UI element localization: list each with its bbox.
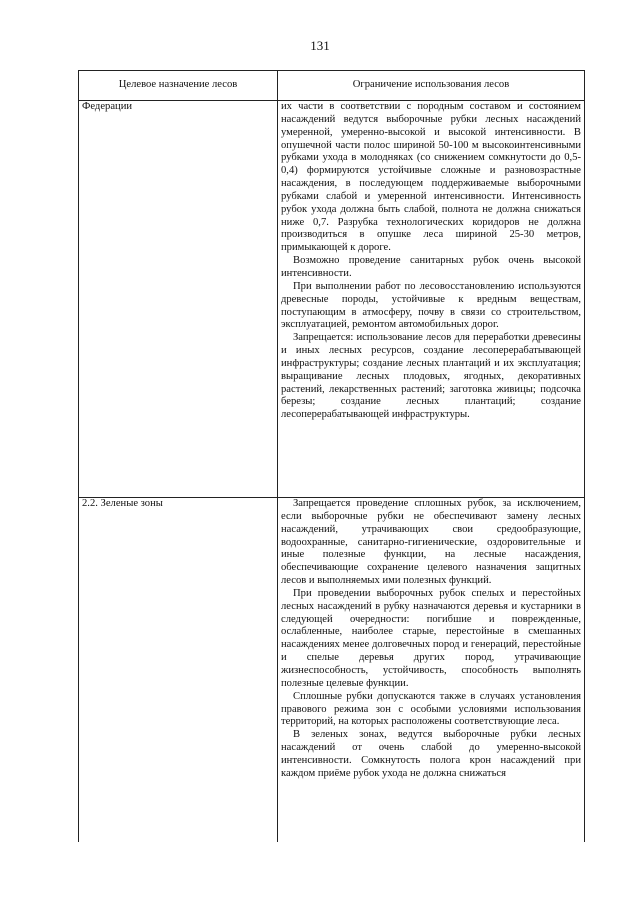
restriction-paragraph: В зеленых зонах, ведутся выборочные рубки лесных насаждений от очень слабой до умеренно-высокой интенсивности. Сомкнутость полога крон насаждений при каждом приёме рубок ухода не должна снижаться: [281, 729, 581, 779]
row-restrictions-cell: [278, 101, 585, 498]
table-row: [79, 498, 585, 843]
table-header-row: [79, 71, 585, 101]
row-purpose-cell: 2.2. Зеленые зоны: [79, 498, 278, 843]
restriction-paragraph: Сплошные рубки допускаются также в случаях установления правового режима зон с особыми условиями использования территорий, на которых расположены соответствующие леса.: [281, 690, 581, 728]
row-purpose-cell: Федерации: [79, 101, 278, 498]
header-restrictions: Ограничение использования лесов: [278, 71, 585, 101]
table-row: [79, 101, 585, 498]
restriction-paragraph: Запрещается: использование лесов для переработки древесины и иных лесных ресурсов, создание лесоперерабатывающей инфраструктуры; создание лесных плантаций и их эксплуатация; выращивание лесных плодовых, ягодных, декоративных растений, лекарственных растений; заготовка живицы; подсочка березы; создание лесных плантаций; создание лесоперерабатывающей инфраструктуры.: [281, 332, 581, 421]
restriction-paragraph: Возможно проведение санитарных рубок очень высокой интенсивности.: [281, 255, 581, 279]
restriction-paragraph: Запрещается проведение сплошных рубок, за исключением, если выборочные рубки не обеспечивают замену лесных насаждений, утрачивающих свои средообразующие, водоохранные, санитарно-гигиенические, оздоровительные и иные полезные функции, на лесные насаждения, обеспечивающие сохранение целевого назначения защитных лесов и выполняемых ими полезных функций.: [281, 498, 581, 587]
restriction-paragraph: При проведении выборочных рубок спелых и перестойных лесных насаждений в рубку назначаются деревья и кустарники в следующей очередности: погибшие и поврежденные, ослабленные, наиболее старые, перестойные в смешанных насаждениях менее долговечных пород и генераций, перестойные и спелые деревья других пород, утрачивающие жизнеспособность, устойчивость, способность выполнять полезные целевые функции.: [281, 587, 581, 689]
restriction-paragraph: их части в соответствии с породным составом и состоянием насаждений ведутся выборочные рубки лесных насаждений умеренной, умеренно-высокой и высокой интенсивности. В опушечной части полос шириной 50-100 м высокоинтенсивными рубками ухода в молодняках (со снижением сомкнутости до 0,5-0,4) формируются устойчивые сложные и разновозрастные насаждения, в последующем поддерживаемые выборочными рубками слабой и умеренной интенсивности. Интенсивность рубок ухода должна быть слабой, полнота не должна снижаться ниже 0,7. Разрубка технологических коридоров не должна производиться в опушке леса шириной 25-30 метров, примыкающей к дороге.: [281, 101, 581, 254]
header-purpose: Целевое назначение лесов: [79, 71, 278, 101]
forest-use-table: [78, 70, 585, 842]
row-restrictions-cell: [278, 498, 585, 843]
restriction-paragraph: При выполнении работ по лесовосстановлению используются древесные породы, устойчивые к вредным веществам, поступающим в атмосферу, почву в связи со строительством, эксплуатацией, ремонтом автомобильных дорог.: [281, 280, 581, 331]
page-number: 131: [310, 38, 330, 53]
